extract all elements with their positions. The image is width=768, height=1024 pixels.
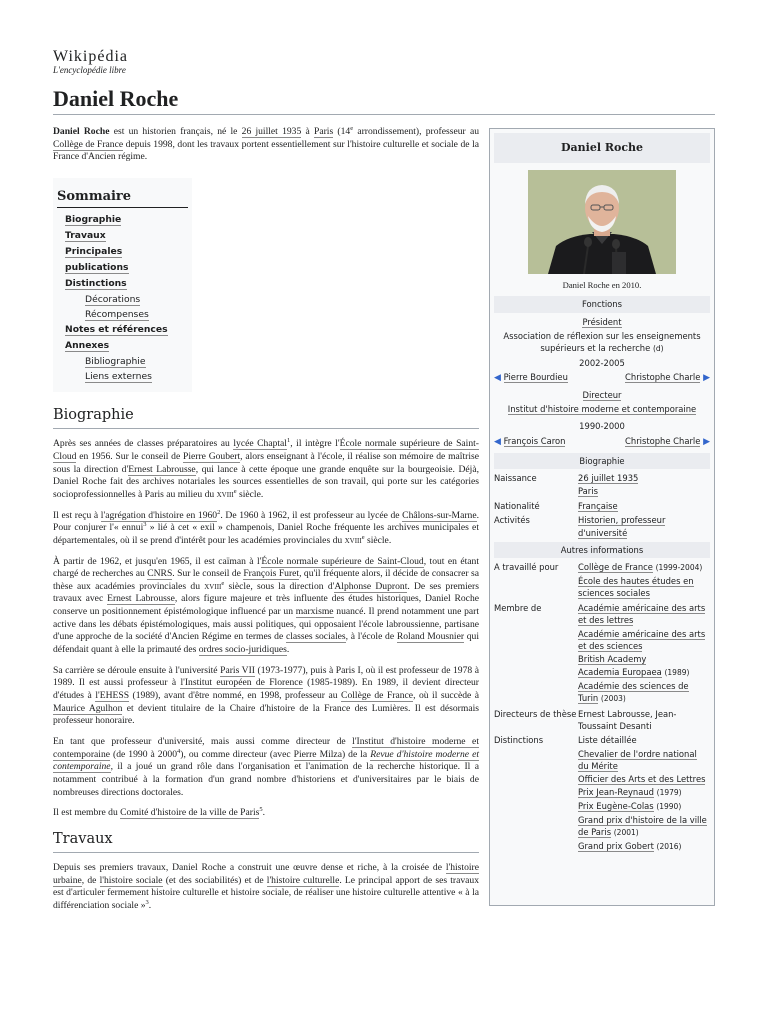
link-distinction-4[interactable]: Prix Eugène-Colas	[578, 801, 654, 812]
link-distinction-1[interactable]: Chevalier de l'ordre national du Mérite	[578, 748, 697, 771]
link-chalons[interactable]: Châlons-sur-Marne	[402, 509, 477, 521]
link-predecessor-2[interactable]: François Caron	[503, 435, 566, 446]
link-distinction-5[interactable]: Grand prix d'histoire de la ville de Paris	[578, 814, 707, 838]
link-pierre-goubert[interactable]: Pierre Goubert	[183, 450, 241, 462]
link-paris-vii[interactable]: Paris VII	[220, 664, 256, 676]
link-paris[interactable]: Paris	[313, 126, 334, 137]
link-lycee-chaptal[interactable]: lycée Chaptal	[233, 438, 287, 450]
toc-item-publications[interactable]: Principales publications	[65, 246, 129, 274]
link-classes-sociales[interactable]: classes sociales	[285, 631, 346, 643]
link-revue[interactable]: Revue d'histoire moderne et contemporaine	[53, 748, 479, 773]
link-histoire-culturelle[interactable]: l'histoire culturelle	[266, 874, 340, 886]
link-birth-place[interactable]: Paris	[578, 486, 598, 497]
link-member-1[interactable]: Académie américaine des arts et des lettres	[578, 603, 706, 626]
toc-item-decorations[interactable]: Décorations	[85, 294, 141, 306]
row-naissance: Naissance 26 juillet 1935 Paris	[494, 472, 639, 497]
toc-item-notes[interactable]: Notes et références	[65, 324, 168, 336]
bio-paragraph-2: Il est reçu à l'agrégation d'histoire en 1960$^2$. De 1960 à 1962, il est professeur au lycée de Châlons-sur-Marne. Pour conjurer l'« ennui$^3$ » lié à cet « exil » champenois, Daniel Roche fréquente les archives municipales et départementales, où il se prend d'intérêt pour les académies provinciales du xviii$^e$ siècle.	[53, 508, 479, 546]
link-president[interactable]: Président	[582, 316, 622, 327]
directeurs-value[interactable]: Ernest Labrousse, Jean-Toussaint Desanti	[578, 709, 677, 732]
link-birthdate[interactable]: 26 juillet 1935	[241, 126, 302, 137]
toc-item-annexes[interactable]: Annexes	[65, 340, 110, 352]
prev-arrow-icon[interactable]: ◀	[494, 436, 501, 447]
prev-arrow-icon[interactable]: ◀	[494, 373, 501, 384]
row-employeurs: A travaillé pour Collège de France (1999-2004) École des hautes études en sciences sociales	[494, 561, 703, 599]
distinctions-toggle[interactable]: Liste détaillée	[578, 735, 637, 746]
infobox	[489, 128, 715, 906]
row-nationalite: Nationalité Française	[494, 501, 618, 512]
section-heading-travaux: Travaux	[53, 830, 479, 853]
link-distinction-2[interactable]: Officier des Arts et des Lettres	[578, 774, 706, 785]
portrait-illustration	[528, 170, 676, 274]
row-directeurs: Directeurs de thèse Ernest Labrousse, Jean-Toussaint Desanti	[494, 709, 677, 732]
period-2: 1990-2000	[579, 421, 625, 432]
link-histoire-urbaine[interactable]: l'histoire urbaine	[53, 862, 479, 886]
link-ernest-labrousse-2[interactable]: Ernest Labrousse	[107, 593, 175, 605]
link-ihmc-infobox[interactable]: Institut d'histoire moderne et contemporaine	[507, 404, 697, 415]
link-francois-furet[interactable]: François Furet	[243, 568, 300, 580]
link-ens-saint-cloud-2[interactable]: École normale supérieure de Saint-Cloud	[261, 555, 424, 567]
toc-item-travaux[interactable]: Travaux	[65, 230, 106, 242]
toc-item-distinctions[interactable]: Distinctions	[65, 278, 127, 290]
link-member-4[interactable]: Academia Europaea	[578, 667, 662, 678]
link-maurice-agulhon[interactable]: Maurice Agulhon	[53, 702, 123, 714]
intro-paragraph: Daniel Roche est un historien français, né le 26 juillet 1935 à Paris (14e arrondissement), professeur au Collège de France depuis 1998, dont les travaux portent essentiellement sur l'histoire culturelle et sociale de la France d'Ancien régime.	[53, 124, 480, 163]
link-ehess[interactable]: l'EHESS	[95, 690, 130, 702]
link-nationalite[interactable]: Française	[578, 501, 618, 512]
row-distinctions: Distinctions Liste détaillée Chevalier de l'ordre national du Mérite Officier des Arts et des Lettres Prix Jean-Reynaud (1979) Prix Eugène-Colas (1990) Grand prix d'histoire de la ville de Paris (2001) Grand prix Gobert (2016)	[494, 734, 710, 853]
table-of-contents	[53, 178, 192, 392]
next-arrow-icon[interactable]: ▶	[703, 373, 710, 384]
section-heading-biographie: Biographie	[53, 406, 479, 429]
link-member-2[interactable]: Académie américaine des arts et des sciences	[578, 628, 706, 651]
link-pierre-milza[interactable]: Pierre Milza	[293, 748, 342, 760]
link-marxisme[interactable]: marxisme	[295, 606, 334, 618]
link-successor-1[interactable]: Christophe Charle	[625, 372, 701, 383]
link-predecessor-1[interactable]: Pierre Bourdieu	[503, 372, 568, 383]
link-comite-histoire[interactable]: Comité d'histoire de la ville de Paris	[120, 807, 260, 819]
link-employer-1[interactable]: Collège de France	[578, 561, 653, 572]
link-directeur[interactable]: Directeur	[582, 390, 622, 401]
portrait-photo[interactable]	[528, 170, 676, 274]
link-alphonse-dupront[interactable]: Alphonse Dupront	[334, 580, 408, 592]
row-membre: Membre de Académie américaine des arts et des lettres Académie américaine des arts et des sciences British Academy Academia Europaea (1989) Académie des sciences de Turin (2003)	[494, 603, 706, 704]
link-ens-saint-cloud[interactable]: École normale supérieure de Saint-Cloud	[53, 438, 479, 462]
page-title: Daniel Roche	[53, 86, 179, 111]
bio-paragraph-5: En tant que professeur d'université, mais aussi comme directeur de l'Institut d'histoire moderne et contemporaine (de 1990 à 2000$^4$), ou comme directeur (avec Pierre Milza) de la Revue d'histoire moderne et contemporaine, il a joué un grand rôle dans l'organisation et l'animation de la recherche historique. Il a notamment contribué à la formation d'un grand nombre d'historiens et d'universitaires par le biais de nombreuses directions doctorales.	[53, 736, 479, 798]
period-1: 2002-2005	[579, 357, 625, 368]
link-histoire-sociale[interactable]: l'histoire sociale	[99, 874, 163, 886]
infobox-header-autres: Autres informations	[494, 542, 710, 558]
logo-tagline: L'encyclopédie libre	[53, 65, 126, 75]
link-member-5[interactable]: Académie des sciences de Turin	[578, 681, 689, 704]
succession-nav-2	[494, 435, 710, 449]
photo-caption: Daniel Roche en 2010.	[562, 279, 642, 290]
link-successor-2[interactable]: Christophe Charle	[625, 435, 701, 446]
link-agregation[interactable]: l'agrégation d'histoire en 1960	[100, 509, 218, 521]
link-ernest-labrousse[interactable]: Ernest Labrousse	[128, 463, 196, 475]
wikipedia-logo[interactable]	[53, 48, 128, 75]
title-divider	[53, 114, 715, 115]
toc-item-liens[interactable]: Liens externes	[85, 371, 152, 383]
logo-name: Wikipédia	[53, 48, 128, 65]
link-ordres[interactable]: ordres socio-juridiques	[198, 644, 287, 656]
link-cnrs[interactable]: CNRS	[147, 568, 173, 580]
link-roland-mousnier[interactable]: Roland Mousnier	[396, 631, 465, 643]
bio-paragraph-4: Sa carrière se déroule ensuite à l'université Paris VII (1973-1977), puis à Paris I, où il est professeur de 1978 à 1989. Il est aussi professeur à l'Institut européen de Florence (1985-1989). En 1989, il devient directeur d'études à l'EHESS (1989), avant d'être nommé, en 1998, professeur au Collège de France, où il succède à Maurice Agulhon et devient titulaire de la Chaire d'histoire de la France des Lumières. Il est désormais professeur honoraire.	[53, 664, 480, 727]
travaux-paragraph-1: Depuis ses premiers travaux, Daniel Roche a construit une œuvre dense et riche, à la croisée de l'histoire urbaine, de l'histoire sociale (et des sociabilités) et de l'histoire culturelle. Le principal apport de ses travaux est d'articuler fermement histoire culturelle et histoire sociale, de réaliser une histoire culturelle attentive « à la différenciation sociale »$^3$.	[53, 862, 479, 912]
bio-paragraph-6: Il est membre du Comité d'histoire de la ville de Paris$^5$.	[53, 806, 266, 819]
link-employer-2[interactable]: École des hautes études en sciences sociales	[578, 575, 694, 599]
article-content	[53, 126, 479, 921]
link-distinction-6[interactable]: Grand prix Gobert	[578, 841, 654, 852]
link-birth-date[interactable]: 26 juillet 1935	[578, 472, 639, 483]
link-college-de-france-2[interactable]: Collège de France	[341, 690, 414, 702]
infobox-header-biographie: Biographie	[494, 453, 710, 469]
toc-item-biographie[interactable]: Biographie	[65, 214, 122, 226]
infobox-header-fonctions: Fonctions	[494, 296, 710, 312]
toc-title: Sommaire	[57, 188, 188, 208]
link-ihmc[interactable]: l'Institut d'histoire moderne et contemporaine	[53, 736, 479, 760]
link-member-3[interactable]: British Academy	[578, 653, 647, 664]
toc-item-recompenses[interactable]: Récompenses	[85, 309, 149, 321]
link-distinction-3[interactable]: Prix Jean-Reynaud	[578, 787, 654, 798]
link-college-de-france[interactable]: Collège de France	[53, 138, 124, 150]
link-activites[interactable]: Historien, professeur d'université	[578, 515, 666, 538]
link-iue-florence[interactable]: l'Institut européen de Florence	[180, 677, 303, 689]
succession-nav-1	[494, 371, 710, 385]
next-arrow-icon[interactable]: ▶	[703, 436, 710, 447]
bio-paragraph-3: À partir de 1962, et jusqu'en 1965, il est caïman à l'École normale supérieure de Saint-Cloud, tout en étant chargé de recherches au CNRS. Sur le conseil de François Furet, qu'il fréquente alors, il décide de consacrer sa thèse aux académies provinciales du xviii$^e$ siècle, sous la direction d'Alphonse Dupront. De ses premiers travaux avec Ernest Labrousse, alors figure majeure et très influente des études historiques, Daniel Roche conserve un positionnement épistémologique influencé par un marxisme nuancé. Il prend notamment une part active dans les débats épistémologiques, mais aussi politiques, qui opposaient l'école labroussienne, partisane d'une approche de la société d'Ancien Régime en termes de classes sociales, à l'école de Roland Mousnier qui défendait quant à elle la primauté des ordres socio-juridiques.	[53, 555, 480, 656]
president-org: Association de réflexion sur les enseignements supérieurs et la recherche (d)	[503, 330, 701, 353]
infobox-title: Daniel Roche	[494, 133, 710, 163]
bio-paragraph-1: Après ses années de classes préparatoires au lycée Chaptal$^1$, il intègre l'École normale supérieure de Saint-Cloud en 1956. Sur le conseil de Pierre Goubert, alors enseignant à l'école, il réalise son mémoire de maîtrise sous la direction d'Ernest Labrousse, qui lance à cette époque une grande enquête sur la bourgeoisie. Déjà, Daniel Roche fait des archives notariales les sources essentielles de son travail, qui porte sur les catégories socioprofessionnelles à Paris au milieu du xviii$^e$ siècle.	[53, 437, 480, 500]
row-activites: Activités Historien, professeur d'université	[494, 515, 666, 538]
toc-item-bibliographie[interactable]: Bibliographie	[85, 356, 146, 368]
